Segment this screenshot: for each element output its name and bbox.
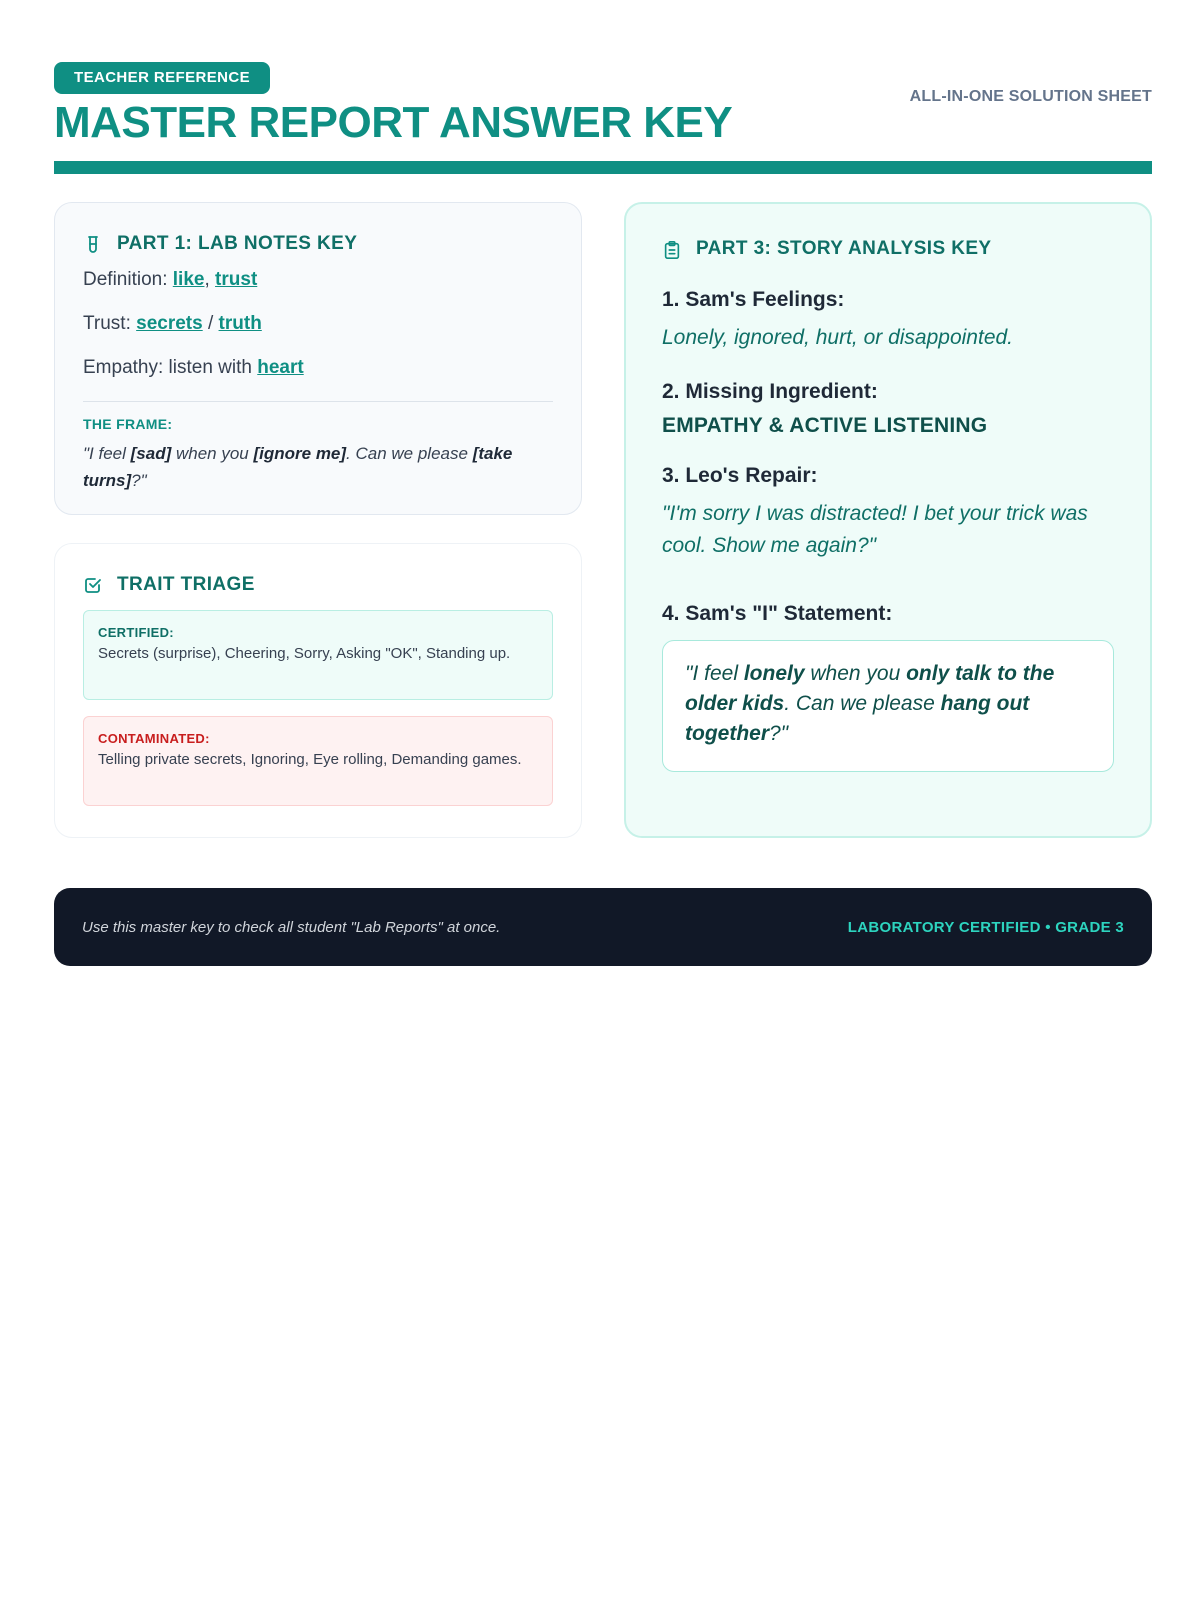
certified-label: CERTIFIED: [98,625,174,640]
trait-triage-card [54,543,582,838]
page-title: MASTER REPORT ANSWER KEY [54,98,733,147]
definition-separator: , [204,269,216,290]
trait-triage-heading: TRAIT TRIAGE [117,574,255,595]
empathy-line [83,357,553,381]
statement-part: when you [804,662,907,685]
trust-separator: / [202,313,219,334]
frame-divider [83,401,553,402]
statement-request: hang out together [685,692,1030,745]
page-subtitle: ALL-IN-ONE SOLUTION SHEET [909,88,1152,105]
question-4 [662,602,1114,772]
statement-part: . Can we please [784,692,941,715]
answer-key-page [54,0,1152,936]
checkbox-icon [83,575,103,595]
test-tube-icon [83,234,103,254]
frame-part: ?" [131,471,147,490]
definition-line [83,269,553,293]
statement-action: only talk to the older kids [685,662,1055,715]
definition-label: Definition: [83,269,173,290]
frame-part: "I feel [83,444,131,463]
question-2-label: 2. Missing Ingredient: [662,380,878,403]
story-analysis-heading: PART 3: STORY ANALYSIS KEY [696,238,992,259]
frame-blank-action: [ignore me] [253,444,347,463]
statement-part: "I feel [685,662,744,685]
story-analysis-header [662,238,1114,260]
contaminated-text: Telling private secrets, Ignoring, Eye rolling, Demanding games. [98,751,522,768]
question-2 [662,380,1114,438]
question-2-answer: EMPATHY & ACTIVE LISTENING [662,414,988,437]
frame-blank-request: [take turns] [83,444,513,490]
question-1 [662,288,1114,354]
clipboard-icon [662,239,682,259]
empathy-label: Empathy: listen with [83,357,258,378]
trust-line [83,313,553,337]
question-4-label: 4. Sam's "I" Statement: [662,602,893,625]
trust-label: Trust: [83,313,137,334]
frame-part: when you [171,444,254,463]
trust-answer-1: secrets [136,313,203,334]
story-analysis-card [624,202,1152,838]
trust-answer-2: truth [218,313,262,334]
question-3-label: 3. Leo's Repair: [662,464,818,487]
header-divider [54,161,1152,174]
empathy-answer: heart [257,357,304,378]
frame-label: THE FRAME: [83,416,173,432]
frame-part: . Can we please [346,444,473,463]
footer-certification: LABORATORY CERTIFIED • GRADE 3 [847,918,1124,936]
certified-text: Secrets (surprise), Cheering, Sorry, Asking "OK", Standing up. [98,645,511,662]
teacher-reference-badge: TEACHER REFERENCE [54,62,270,94]
trait-triage-header [83,574,553,596]
contaminated-box [83,716,553,806]
footer-instruction: Use this master key to check all student "Lab Reports" at once. [82,918,501,936]
footer-banner [54,888,1152,966]
statement-feeling: lonely [743,662,805,685]
frame-sentence [83,440,553,494]
definition-answer-2: trust [215,269,258,290]
page-header [54,0,1152,175]
certified-box [83,610,553,700]
statement-part: ?" [769,722,789,745]
i-statement-box [662,640,1114,772]
question-3 [662,464,1114,562]
lab-notes-header [83,233,553,255]
question-1-answer: Lonely, ignored, hurt, or disappointed. [662,326,1014,349]
frame-blank-feeling: [sad] [130,444,172,463]
question-3-answer: "I'm sorry I was distracted! I bet your trick was cool. Show me again?" [662,502,1088,557]
lab-notes-heading: PART 1: LAB NOTES KEY [117,233,358,254]
lab-notes-card [54,202,582,515]
contaminated-label: CONTAMINATED: [98,731,210,746]
question-1-label: 1. Sam's Feelings: [662,288,845,311]
definition-answer-1: like [172,269,205,290]
